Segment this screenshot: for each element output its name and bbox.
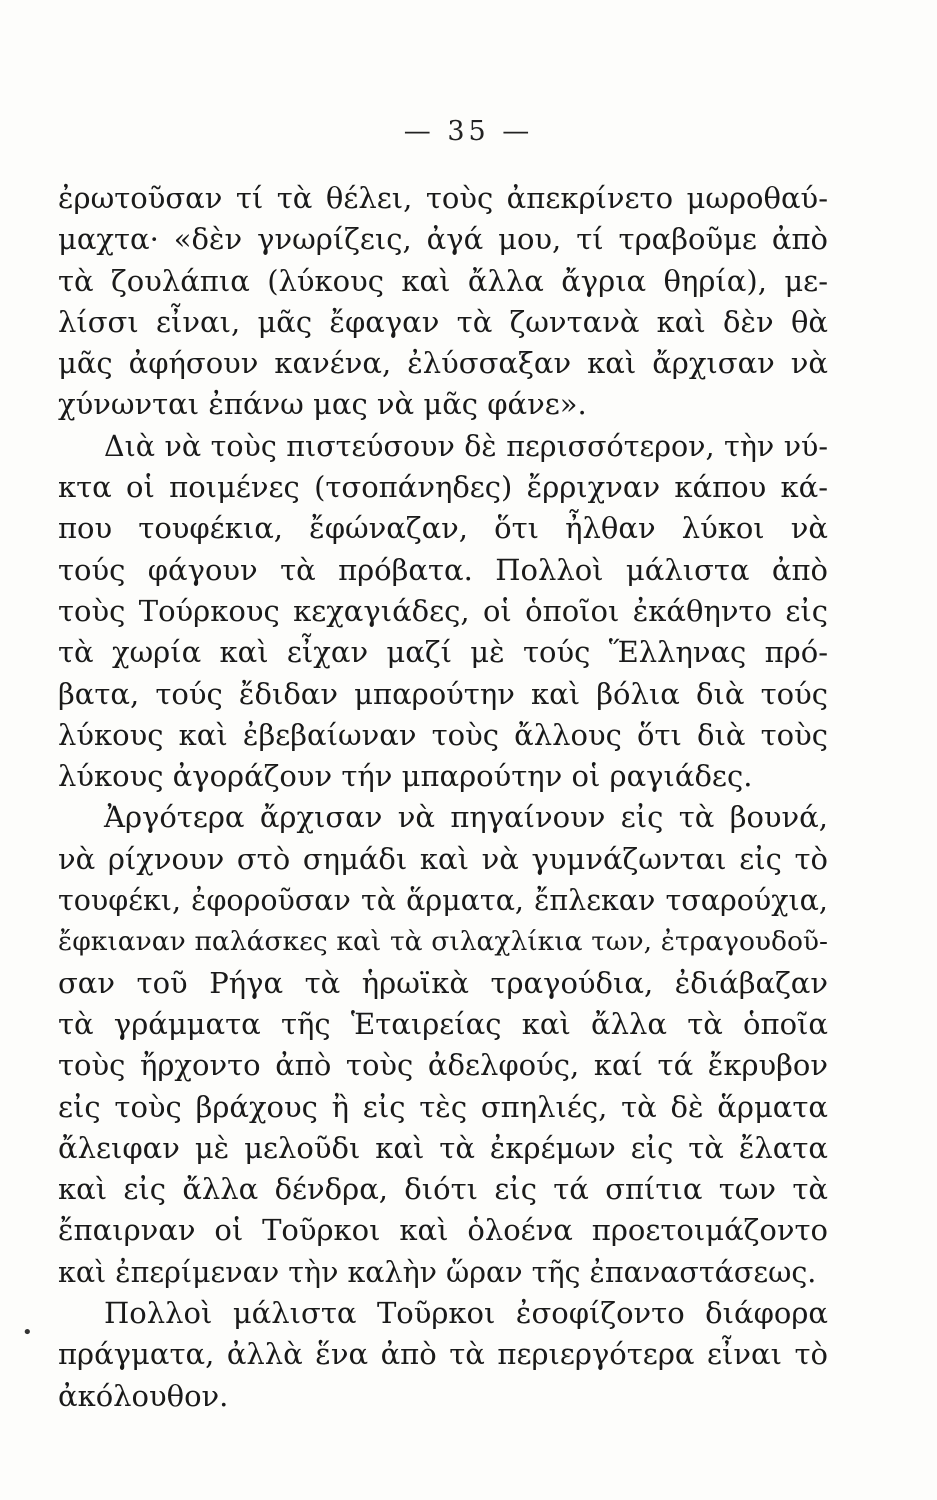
text-line: τὰ γράμματα τῆς Ἑταιρείας καὶ ἄλλα τὰ ὁποῖα [58,1006,828,1041]
text-line: πράγματα, ἀλλὰ ἕνα ἀπὸ τὰ περιεργότερα εἶναι τὸ [58,1337,828,1372]
text-line: ἔφκιαναν παλάσκες καὶ τὰ σιλαχλίκια των, ἐτραγουδοῦ- [58,926,828,958]
text-line: τουφέκι, ἐφοροῦσαν τὰ ἅρματα, ἔπλεκαν τσαρούχια, [58,884,828,918]
paragraph-start-line: Πολλοὶ μάλιστα Τοῦρκοι ἐσοφίζοντο διάφορα [104,1296,828,1331]
text-line: χύνωνται ἐπάνω μας νὰ μᾶς φάνε». [58,387,587,422]
text-line: εἰς τοὺς βράχους ἢ εἰς τὲς σπηλιές, τὰ δὲ ἅρματα [58,1089,828,1124]
text-line: καὶ ἐπερίμεναν τὴν καλὴν ὥραν τῆς ἐπαναστάσεως. [58,1255,817,1289]
text-line: τὰ ζουλάπια (λύκους καὶ ἄλλα ἄγρια θηρία), με- [58,263,828,298]
text-line: λύκους ἀγοράζουν τήν μπαρούτην οἱ ραγιάδες. [58,759,753,794]
text-line: τοὺς ἤρχοντο ἀπὸ τοὺς ἀδελφούς, καί τά ἔκρυβον [58,1048,828,1083]
page-number: — 35 — [403,116,534,147]
text-line: μᾶς ἀφήσουν κανένα, ἐλύσσαξαν καὶ ἄρχισαν νὰ [58,346,828,381]
paragraph-start-line: Διὰ νὰ τοὺς πιστεύσουν δὲ περισσότερον, τὴν νύ- [104,429,828,463]
body-text [58,178,828,1417]
text-line: τοὺς Τούρκους κεχαγιάδες, οἱ ὁποῖοι ἐκάθηντο εἰς [58,593,828,628]
text-line: τούς φάγουν τὰ πρόβατα. Πολλοὶ μάλιστα ἀπὸ [58,552,828,587]
text-line: τὰ χωρία καὶ εἶχαν μαζί μὲ τούς Ἕλληνας πρό- [58,635,828,670]
text-line: που τουφέκια, ἔφώναζαν, ὅτι ἦλθαν λύκοι νὰ [58,511,828,546]
text-line: λύκους καὶ ἐβεβαίωναν τοὺς ἄλλους ὅτι διὰ τοὺς [58,717,828,752]
margin-dot: • [22,1322,33,1343]
text-line: ἔπαιρναν οἱ Τοῦρκοι καὶ ὁλοένα προετοιμάζοντο [58,1213,828,1248]
text-line: ἐρωτοῦσαν τί τὰ θέλει, τοὺς ἀπεκρίνετο μωροθαύ- [58,181,828,215]
paragraph-start-line: Ἀργότερα ἄρχισαν νὰ πηγαίνουν εἰς τὰ βουνά, [104,800,828,835]
text-line: σαν τοῦ Ρήγα τὰ ἡρωϊκὰ τραγούδια, ἐδιάβαζαν [58,965,828,1000]
text-line: λίσσι εἶναι, μᾶς ἔφαγαν τὰ ζωντανὰ καὶ δὲν θὰ [58,304,828,339]
text-line: κτα οἱ ποιμένες (τσοπάνηδες) ἔρριχναν κάπου κά- [58,470,828,505]
text-line: νὰ ρίχνουν στὸ σημάδι καὶ νὰ γυμνάζωνται εἰς τὸ [58,841,828,876]
text-line: βατα, τούς ἔδιδαν μπαρούτην καὶ βόλια διὰ τούς [58,676,828,711]
text-line: ἄλειφαν μὲ μελοῦδι καὶ τὰ ἐκρέμων εἰς τὰ ἔλατα [58,1130,828,1165]
text-line: μαχτα· «δὲν γνωρίζεις, ἀγά μου, τί τραβοῦμε ἀπὸ [58,222,828,257]
text-line: καὶ εἰς ἄλλα δένδρα, διότι εἰς τά σπίτια των τὰ [58,1172,828,1207]
text-line: ἀκόλουθον. [58,1378,229,1413]
